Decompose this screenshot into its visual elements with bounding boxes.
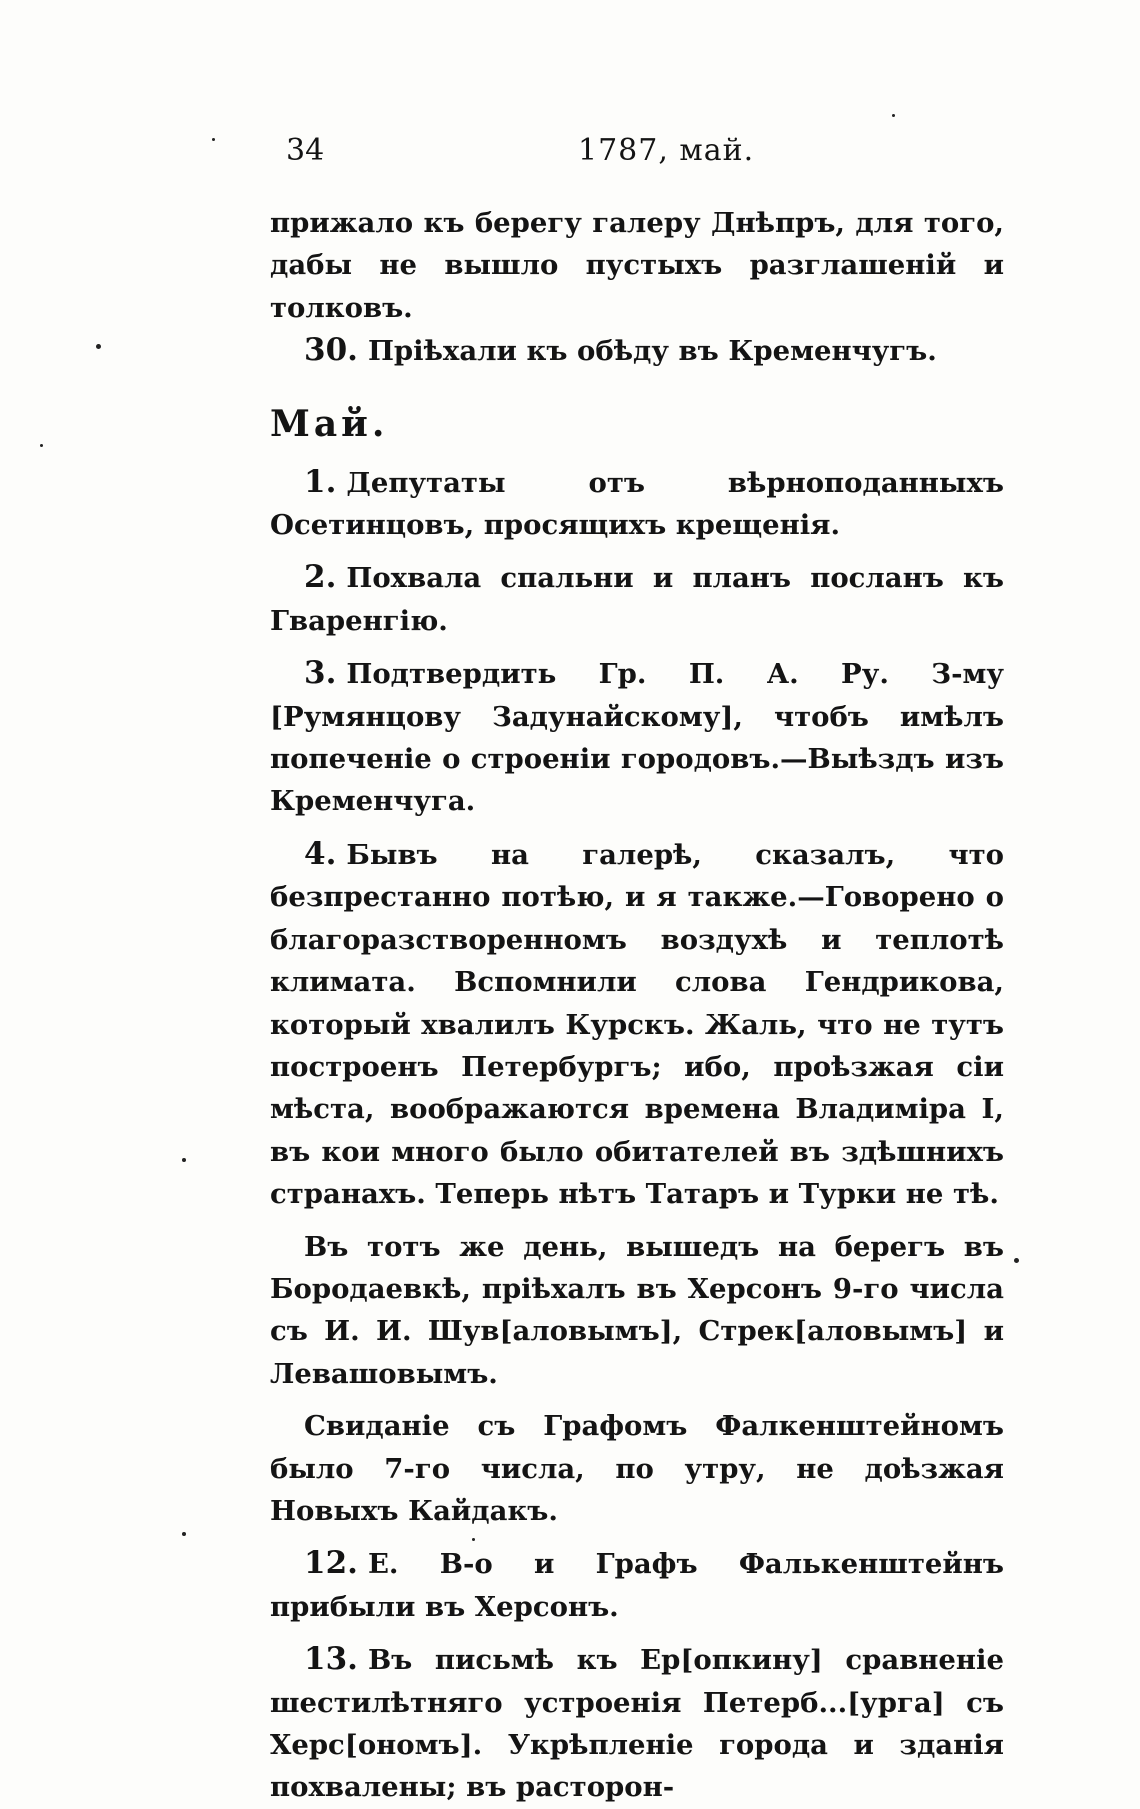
paragraph-arrival <box>270 1226 1004 1396</box>
entry-12 <box>270 1542 1004 1628</box>
entry-text: Пріѣхали къ обѣду въ Кременчугъ. <box>367 335 937 368</box>
scan-speck <box>40 444 43 447</box>
entry-text: Депутаты отъ вѣрноподанныхъ Осетинцовъ, просящихъ крещенія. <box>270 466 1004 542</box>
entry-30 <box>270 329 1004 372</box>
day-number: 3. <box>304 655 337 692</box>
entry-text: Въ письмѣ къ Ер[опкину] сравненіе шестилѣтняго устроенія Петерб...[урга] съ Херс[ономъ]. Укрѣпленіе города и зданія похвалены; въ расторон- <box>270 1644 1004 1804</box>
entry-text: Е. В-о и Графъ Фалькенштейнъ прибыли въ Херсонъ. <box>270 1548 1004 1623</box>
entry-4 <box>270 833 1004 1216</box>
entry-text: Подтвердить Гр. П. А. Ру. З-му [Румянцову Задунайскому], чтобъ имѣлъ попеченіе о строеніи городовъ.—Выѣздъ изъ Кременчуга. <box>270 658 1004 818</box>
paragraph-continuation <box>270 202 1004 329</box>
entry-text: Бывъ на галерѣ, сказалъ, что безпрестанно потѣю, и я также.—Говорено о благоразстворенномъ воздухѣ и теплотѣ климата. Вспомнили слова Гендрикова, который хвалилъ Курскъ. Жаль, что не тутъ построенъ Петербургъ; ибо, проѣзжая сіи мѣста, воображаются времена Владиміра I, въ кои много было обитателей въ здѣшнихъ странахъ. Теперь нѣтъ Татаръ и Турки не тѣ. <box>270 838 1004 1211</box>
entry-text: Похвала спальни и планъ посланъ къ Гваренгію. <box>270 562 1004 637</box>
day-number: 2. <box>304 559 337 596</box>
body-text <box>270 202 1004 1809</box>
day-number: 30. <box>304 332 358 369</box>
day-number: 12. <box>304 1545 358 1582</box>
paragraph-meeting <box>270 1405 1004 1532</box>
scan-speck <box>1014 1258 1019 1263</box>
paragraph-text: прижало къ берегу галеру Днѣпръ, для того, дабы не вышло пустыхъ разглашеній и толковъ. <box>270 207 1004 324</box>
scan-speck <box>182 1158 186 1162</box>
section-title: Май. <box>270 402 389 445</box>
entry-13 <box>270 1638 1004 1809</box>
scan-speck <box>212 138 215 141</box>
entry-1 <box>270 461 1004 547</box>
day-number: 4. <box>304 835 337 872</box>
scan-speck <box>472 1538 475 1541</box>
scan-speck <box>892 114 895 117</box>
page-number: 34 <box>286 133 325 168</box>
running-head <box>286 126 786 176</box>
day-number: 1. <box>304 463 337 500</box>
paragraph-text: Въ тотъ же день, вышедъ на берегъ въ Бородаевкѣ, пріѣхалъ въ Херсонъ 9-го числа съ И. И. Шув[аловымъ], Стрек[аловымъ] и Левашовымъ. <box>270 1230 1004 1390</box>
entry-3 <box>270 652 1004 823</box>
day-number: 13. <box>304 1641 358 1678</box>
entry-2 <box>270 556 1004 642</box>
paragraph-text: Свиданіе съ Графомъ Фалкенштейномъ было 7-го числа, по утру, не доѣзжая Новыхъ Кайдакъ. <box>270 1410 1004 1527</box>
scan-speck <box>96 344 101 349</box>
header-title: 1787, май. <box>578 133 755 168</box>
scan-speck <box>182 1532 186 1536</box>
